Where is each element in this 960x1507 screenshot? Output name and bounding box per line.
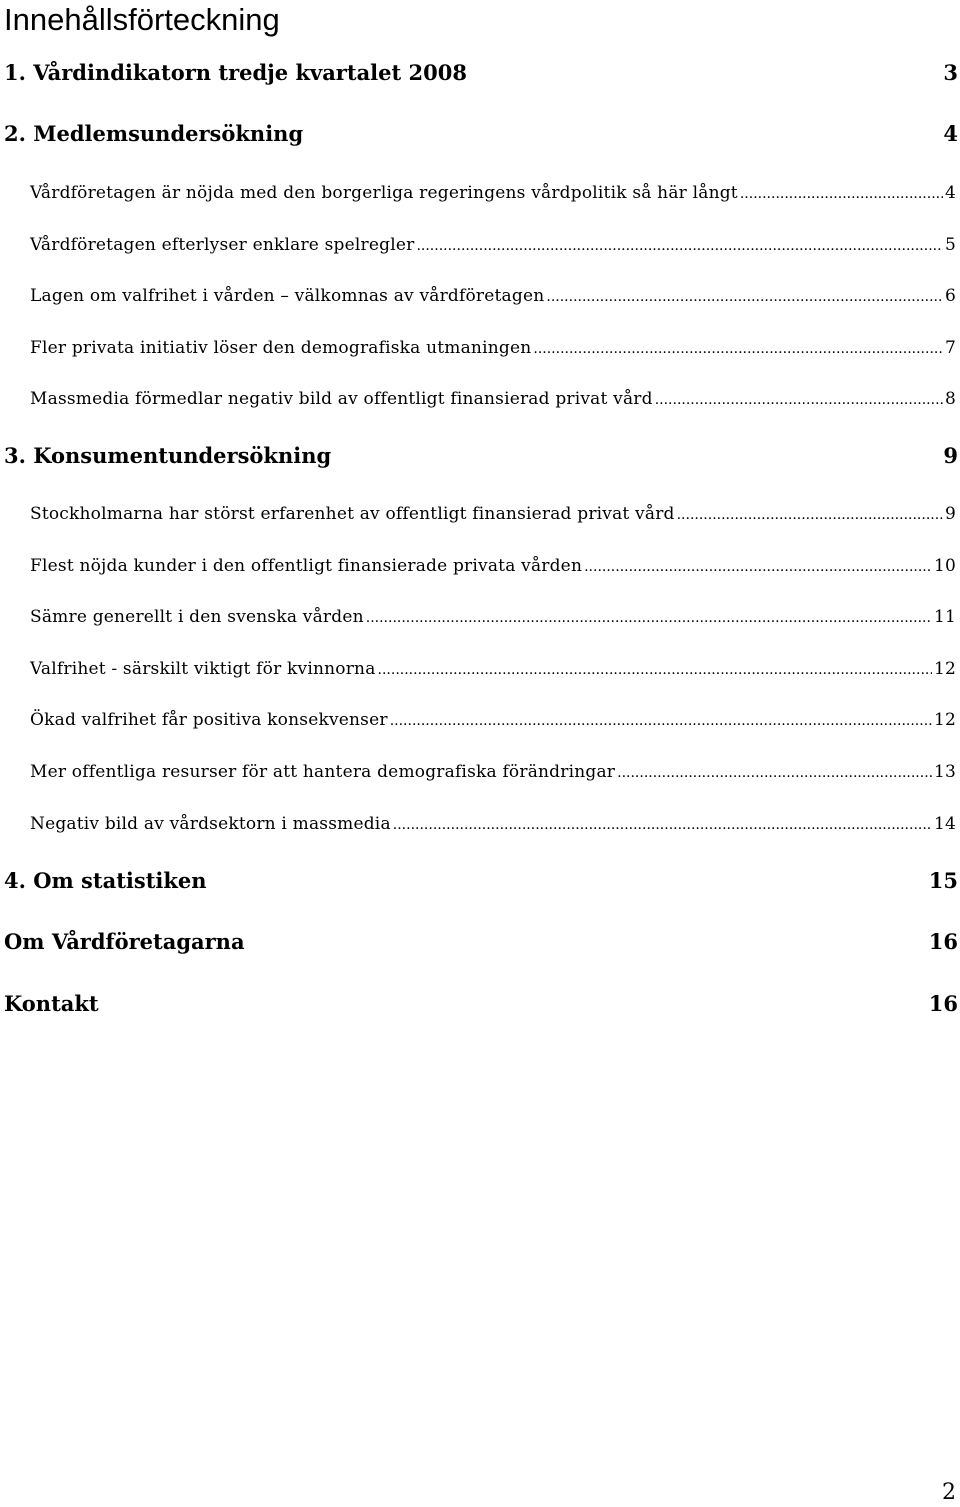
toc-label: Stockholmarna har störst erfarenhet av offentligt finansierad privat vård (30, 504, 675, 524)
toc-page-number: 9 (943, 443, 958, 468)
toc-label: Fler privata initiativ löser den demografiska utmaningen (30, 338, 532, 358)
toc-page-number: 16 (928, 991, 958, 1016)
toc-page-number: 9 (944, 504, 956, 524)
toc-page-number: 12 (933, 710, 956, 730)
toc-page-number: 10 (933, 556, 956, 576)
toc-label: Flest nöjda kunder i den offentligt finansierade privata vården (30, 556, 583, 576)
toc-page-number: 15 (928, 868, 958, 893)
toc-label: Ökad valfrihet får positiva konsekvenser (30, 710, 388, 730)
toc-label: Vårdföretagen är nöjda med den borgerliga regeringens vårdpolitik så här långt (30, 183, 738, 203)
toc-leader (677, 507, 943, 523)
toc-entry[interactable] (0, 286, 960, 306)
toc-leader (655, 392, 943, 408)
toc-label: Massmedia förmedlar negativ bild av offentligt finansierad privat vård (30, 389, 653, 409)
toc-heading[interactable] (0, 60, 960, 85)
toc-page-number: 11 (933, 607, 956, 627)
toc-page-number: 14 (933, 814, 956, 834)
toc-heading[interactable] (0, 443, 960, 468)
toc-heading[interactable] (0, 991, 960, 1016)
toc-leader (584, 559, 932, 575)
toc-entry[interactable] (0, 389, 960, 409)
toc-entry[interactable] (0, 235, 960, 255)
toc-page-number: 6 (944, 286, 956, 306)
toc-entry[interactable] (0, 504, 960, 524)
toc-page-number: 5 (944, 235, 956, 255)
toc-heading[interactable] (0, 929, 960, 954)
toc-label: 2. Medlemsundersökning (4, 121, 304, 146)
toc-label: 4. Om statistiken (4, 868, 207, 893)
toc-page-number: 4 (944, 183, 956, 203)
toc-page-number: 7 (944, 338, 956, 358)
toc-entry[interactable] (0, 556, 960, 576)
toc-leader (393, 817, 932, 833)
toc-leader (533, 341, 943, 357)
page-number: 2 (942, 1480, 956, 1505)
toc-leader (366, 610, 932, 626)
toc-leader (617, 765, 932, 781)
toc-entry[interactable] (0, 659, 960, 679)
toc-page-number: 3 (943, 60, 958, 85)
toc-entry[interactable] (0, 338, 960, 358)
toc-label: Negativ bild av vårdsektorn i massmedia (30, 814, 391, 834)
toc-label: 1. Vårdindikatorn tredje kvartalet 2008 (4, 60, 467, 85)
toc-entry[interactable] (0, 710, 960, 730)
toc-label: Vårdföretagen efterlyser enklare spelregler (30, 235, 415, 255)
toc-leader (740, 186, 943, 202)
toc-page-number: 16 (928, 929, 958, 954)
page-title: Innehållsförteckning (4, 2, 280, 37)
toc-page-number: 4 (943, 121, 958, 146)
toc-leader (390, 713, 932, 729)
toc-label: Kontakt (4, 991, 99, 1016)
toc-page-number: 13 (933, 762, 956, 782)
toc-label: Sämre generellt i den svenska vården (30, 607, 364, 627)
toc-page-number: 8 (944, 389, 956, 409)
toc-heading[interactable] (0, 868, 960, 893)
toc-label: Mer offentliga resurser för att hantera demografiska förändringar (30, 762, 616, 782)
toc-label: Lagen om valfrihet i vården – välkomnas av vårdföretagen (30, 286, 545, 306)
toc-entry[interactable] (0, 814, 960, 834)
toc-leader (378, 662, 932, 678)
toc-heading[interactable] (0, 121, 960, 146)
toc-page-number: 12 (933, 659, 956, 679)
toc-leader (546, 289, 943, 305)
toc-label: Om Vårdföretagarna (4, 929, 245, 954)
toc-label: 3. Konsumentundersökning (4, 443, 332, 468)
toc-entry[interactable] (0, 762, 960, 782)
toc-leader (416, 238, 943, 254)
toc-entry[interactable] (0, 607, 960, 627)
toc-label: Valfrihet - särskilt viktigt för kvinnorna (30, 659, 376, 679)
toc-entry[interactable] (0, 183, 960, 203)
